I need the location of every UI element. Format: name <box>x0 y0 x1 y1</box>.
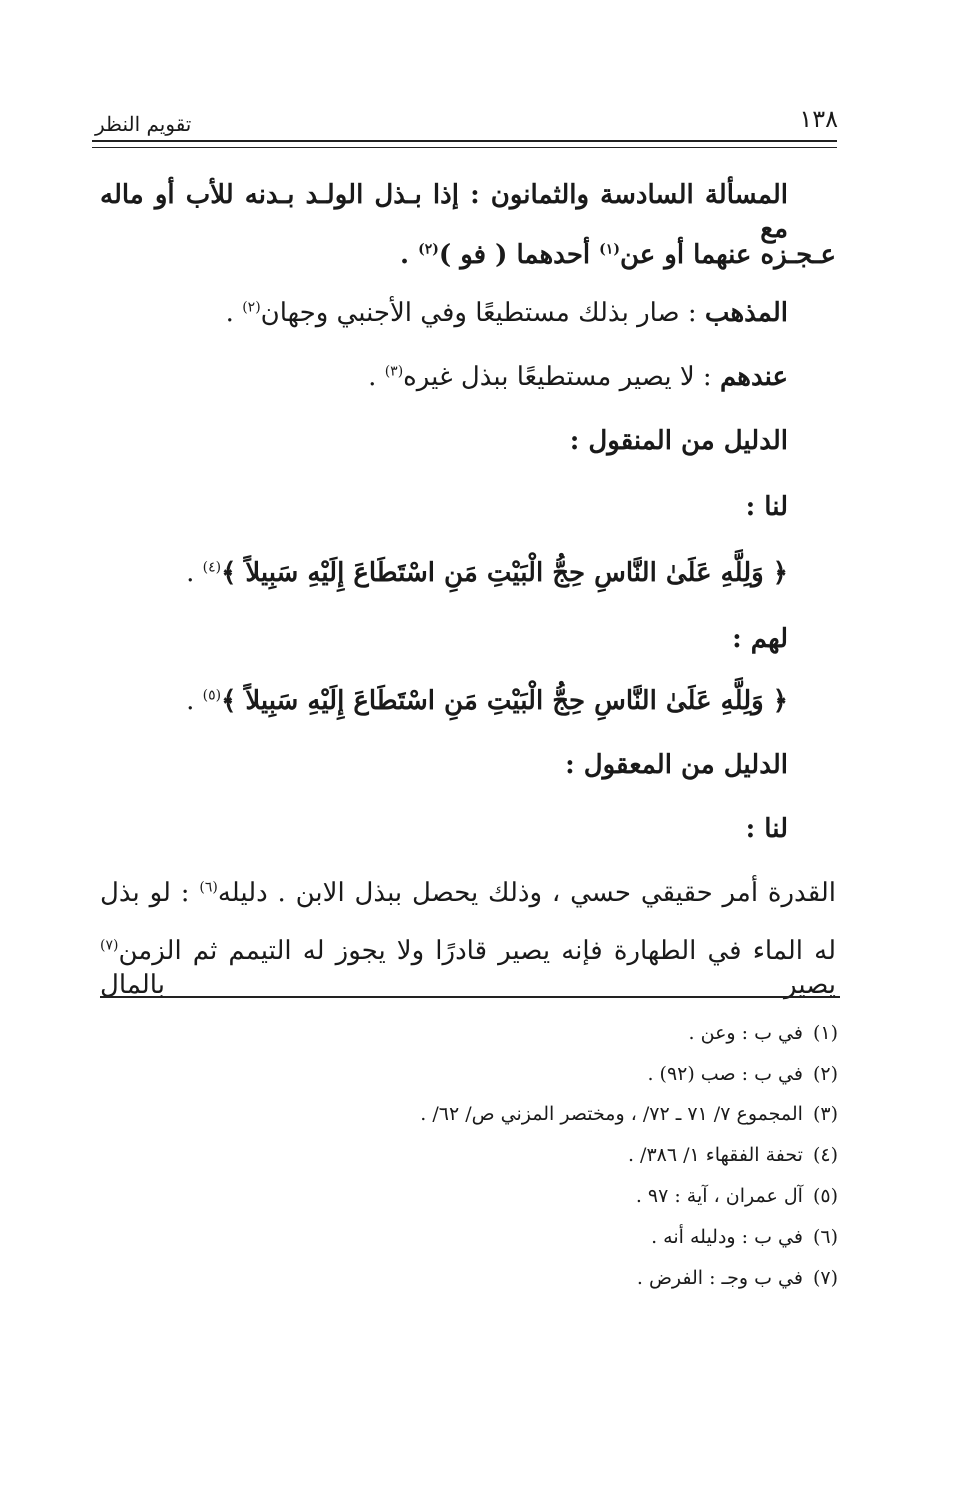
footnote-ref-2: (٢) <box>418 241 439 258</box>
lana-heading-2: لنا : <box>745 814 788 844</box>
footnote-separator <box>100 996 840 998</box>
paragraph-line-2 <box>100 934 836 1002</box>
running-title: تقويم النظر <box>95 112 192 136</box>
madhab-end: . <box>225 298 243 328</box>
footnote-number: (٤) <box>812 1144 838 1166</box>
footnote-text: في ب : صب (٩٢) . <box>647 1063 803 1085</box>
page-number: ١٣٨ <box>799 105 838 133</box>
issue-line-2 <box>400 238 836 272</box>
footnote-text: آل عمران ، آية : ٩٧ . <box>635 1185 803 1207</box>
footnote-text: تحفة الفقهاء ١/ ٣٨٦/ . <box>627 1144 803 1166</box>
header-rule <box>92 140 837 142</box>
footnote-text: في ب وجـ : الفرض . <box>636 1267 803 1289</box>
paragraph-line-1 <box>100 876 836 910</box>
lana-heading-1: لنا : <box>745 492 788 522</box>
verse-2-end: . <box>186 686 203 716</box>
footnote-number: (٣) <box>812 1103 838 1125</box>
footnote-ref-6: (٦) <box>199 879 218 896</box>
footnote-7 <box>637 1265 838 1291</box>
footnote-ref-7: (٧) <box>100 937 119 954</box>
paragraph-line-1-b: : لو بذل <box>100 878 200 908</box>
paragraph-line-1-a: القدرة أمر حقيقي حسي ، وذلك يحصل ببذل الابن . دليله <box>217 878 836 908</box>
manqul-heading: الدليل من المنقول : <box>569 426 788 456</box>
footnote-number: (٦) <box>812 1226 838 1248</box>
footnote-3 <box>420 1101 838 1127</box>
footnote-4 <box>628 1142 838 1168</box>
footnote-ref-3: (٣) <box>384 363 404 380</box>
madhab-text: : صار بذلك مستطيعًا وفي الأجنبي وجهان <box>260 298 705 328</box>
paragraph-line-2-a: له الماء في الطهارة فإنه يصير قادرًا ولا يجوز له التيمم ثم الزمن <box>118 936 836 966</box>
madhab-line <box>226 296 788 330</box>
issue-line-1: المسألة السادسة والثمانون : إذا بـذل الولـد بـدنه للأب أو ماله مع <box>100 180 788 244</box>
footnote-text: في ب : وعن . <box>688 1022 803 1044</box>
footnote-number: (٧) <box>812 1267 838 1289</box>
indahum-line <box>368 360 788 394</box>
footnote-ref-1: (١) <box>599 241 620 258</box>
indahum-end: . <box>368 362 385 392</box>
footnote-text: المجموع ٧/ ٧١ ـ ٧٢/ ، ومختصر المزني ص/ ٦٢/ . <box>420 1103 803 1125</box>
paragraph-line-2-b: يصير بالمال <box>100 970 836 1000</box>
maqul-heading: الدليل من المعقول : <box>565 750 788 780</box>
verse-2-text: ﴿ وَلِلَّهِ عَلَىٰ النَّاسِ حِجُّ الْبَيْتِ مَنِ اسْتَطَاعَ إِلَيْهِ سَبِيلاً ﴾ <box>221 686 788 716</box>
issue-line-2-c: . <box>400 240 419 270</box>
verse-2 <box>186 684 788 718</box>
footnote-6 <box>651 1224 838 1250</box>
footnote-5 <box>636 1183 838 1209</box>
verse-1-end: . <box>186 558 203 588</box>
header-rule-thin <box>92 147 837 148</box>
footnote-2 <box>647 1061 838 1087</box>
verse-1-text: ﴿ وَلِلَّهِ عَلَىٰ النَّاسِ حِجُّ الْبَيْتِ مَنِ اسْتَطَاعَ إِلَيْهِ سَبِيلاً ﴾ <box>221 558 788 588</box>
indahum-text: : لا يصير مستطيعًا ببذل غيره <box>403 362 720 392</box>
lahum-heading: لهم : <box>732 624 788 654</box>
footnote-number: (٢) <box>812 1063 838 1085</box>
footnote-ref-4: (٤) <box>202 559 222 576</box>
footnote-number: (١) <box>812 1022 838 1044</box>
footnote-text: في ب : ودليله أنه . <box>651 1226 803 1248</box>
footnote-number: (٥) <box>812 1185 838 1207</box>
footnote-ref-5: (٥) <box>202 687 222 704</box>
indahum-label: عندهم <box>719 362 788 392</box>
footnote-1 <box>689 1020 838 1046</box>
issue-line-2-b: أحدهما ( فو ) <box>438 240 600 270</box>
footnote-ref-2b: (٢) <box>242 299 261 316</box>
madhab-label: المذهب <box>704 298 788 328</box>
issue-line-2-a: عـجـزه عنهما أو عن <box>619 240 836 270</box>
verse-1 <box>186 556 788 590</box>
